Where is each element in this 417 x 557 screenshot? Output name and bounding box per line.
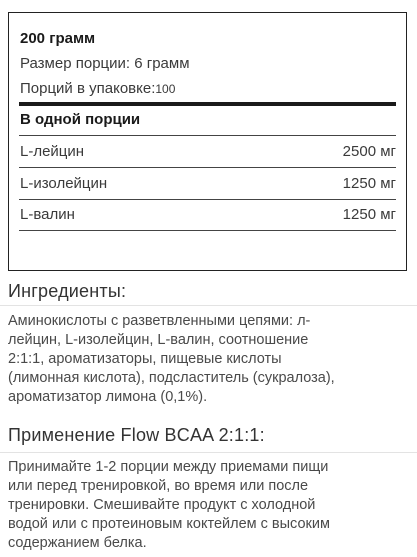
divider [19, 167, 396, 168]
divider [19, 135, 396, 136]
section-separator [0, 452, 417, 453]
usage-title: Применение Flow BCAA 2:1:1: [8, 425, 265, 445]
divider [19, 199, 396, 200]
section-separator [0, 305, 417, 306]
ingredients-title: Ингредиенты: [8, 281, 127, 301]
text-line: или перед тренировкой, во время или после [8, 478, 309, 494]
servings-per-container [20, 80, 396, 98]
ingredients-text [8, 312, 400, 407]
nutrient-row [20, 175, 396, 193]
nutrient-name: L-валин [20, 206, 75, 223]
serving-size: Размер порции: 6 грамм [20, 55, 190, 72]
servings-label: Порций в упаковке: [20, 80, 156, 97]
text-line: Принимайте 1-2 порции между приемами пищи [8, 459, 329, 475]
nutrition-facts-panel [8, 12, 407, 271]
usage-text [8, 458, 400, 553]
text-line: водой или с протеиновым коктейлем с высоким [8, 516, 330, 532]
divider [19, 230, 396, 231]
text-line: 2:1:1, ароматизаторы, пищевые кислоты [8, 351, 282, 367]
nutrient-row [20, 206, 396, 224]
nutrient-row [20, 143, 396, 161]
text-line: ароматизатор лимона (0,1%). [8, 389, 208, 405]
servings-value: 100 [155, 82, 176, 96]
nutrient-amount: 1250 мг [342, 206, 396, 223]
nutrient-amount: 2500 мг [342, 143, 396, 160]
nutrient-amount: 1250 мг [342, 175, 396, 192]
text-line: содержанием белка. [8, 535, 147, 551]
thick-divider [19, 102, 396, 106]
per-serving-heading: В одной порции [20, 111, 141, 128]
text-line: Аминокислоты с разветвленными цепями: л- [8, 313, 311, 329]
nutrient-name: L-лейцин [20, 143, 85, 160]
text-line: тренировки. Смешивайте продукт с холодной [8, 497, 316, 513]
package-weight: 200 грамм [20, 30, 96, 47]
text-line: лейцин, L-изолейцин, L-валин, соотношение [8, 332, 309, 348]
text-line: (лимонная кислота), подсластитель (сукралоза), [8, 370, 335, 386]
nutrient-name: L-изолейцин [20, 175, 108, 192]
